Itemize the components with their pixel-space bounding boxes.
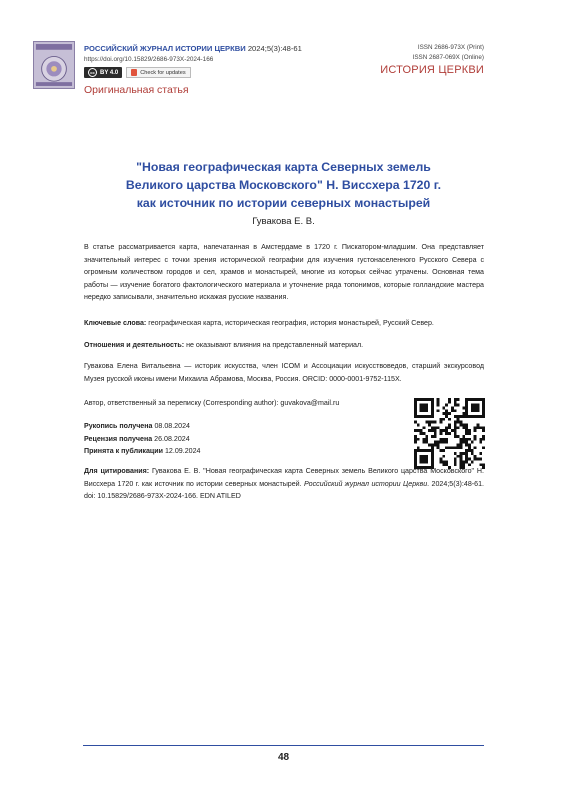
citation-text-2: . 2024;5(3):48-61. doi: 10.15829/2686-973X-2024-166. EDN ATILED: [84, 479, 484, 501]
article-type: Оригинальная статья: [84, 84, 189, 96]
check-updates-label: Check for updates: [140, 69, 186, 76]
received-date: [84, 420, 384, 433]
author-name: Гувакова Е. В.: [252, 216, 315, 227]
keywords-label: Ключевые слова:: [84, 319, 147, 327]
title-line-3: как источник по истории северных монастырей: [136, 196, 431, 210]
abstract: В статье рассматривается карта, напечатанная в Амстердаме в 1720 г. Пискатором-младшим. Она представляет значительный интерес с точки зрения исторической географии для изучения густонаселенного Русского Севера с огромным количеством городов и сел, храмов и монастырей, многие из которых сейчас утрачены. Основная тема работы — изучение богатого фактологического материала и уточнение ряда топонимов, которые голландские мастера нередко записывали, значительно искажая русские названия.: [84, 243, 484, 302]
journal-name: РОССИЙСКИЙ ЖУРНАЛ ИСТОРИИ ЦЕРКВИ: [84, 44, 246, 53]
received-value: 08.08.2024: [152, 422, 190, 430]
relations-text: не оказывают влияния на представленный материал.: [184, 341, 364, 349]
reviewed-label: Рецензия получена: [84, 434, 153, 443]
corresponding-author: Автор, ответственный за переписку (Corresponding author): guvakova@mail.ru: [84, 399, 340, 407]
badges: [84, 67, 191, 78]
title-line-2: Великого царства Московского" Н. Виссхера 1720 г.: [125, 178, 442, 192]
doi-link[interactable]: https://doi.org/10.15829/2686-973X-2024-166: [84, 56, 214, 63]
keywords: [84, 317, 484, 330]
journal-title: [84, 44, 302, 54]
citation-journal: Российский журнал истории Церкви: [304, 479, 428, 488]
citation-text-1: Гувакова Е. В. "Новая географическая карта Северных земель Великого царства Московского" Н. Виссхера 1720 г. как источник по истории северных монастырей.: [84, 467, 484, 488]
title-line-1: "Новая географическая карта Северных земель: [136, 160, 431, 174]
journal-logo: [33, 41, 75, 89]
reviewed-value: 26.08.2024: [152, 434, 190, 443]
accepted-date: [84, 445, 384, 458]
check-for-updates-badge[interactable]: [126, 67, 190, 78]
journal-cover-image: [34, 42, 74, 88]
cc-icon: cc: [88, 68, 97, 77]
cc-license-badge[interactable]: [84, 67, 122, 78]
issn-online: ISSN 2687-069X (Online): [412, 54, 484, 61]
qr-code[interactable]: [414, 398, 485, 469]
crossmark-icon: [131, 69, 137, 76]
citation-label: Для цитирования:: [84, 467, 150, 475]
journal-cite: 2024;5(3):48-61: [245, 44, 302, 53]
accepted-label: Принята к публикации: [84, 447, 164, 456]
footer-divider: [83, 745, 484, 746]
received-label: Рукопись получена: [84, 422, 153, 430]
citation: [84, 465, 484, 503]
cc-license-label: BY 4.0: [100, 69, 119, 76]
relations-statement: [84, 339, 484, 352]
issn-print: ISSN 2686-973X (Print): [417, 44, 484, 51]
author-bio: Гувакова Елена Витальевна — историк искусства, член ICOM и Ассоциации искусствоведов, старший экскурсовод Музея русской иконы имени Михаила Абрамова, Москва, Россия. ORCID: 0000-0001-9752-115X.: [84, 362, 484, 383]
article-title: [60, 158, 507, 212]
relations-label: Отношения и деятельность:: [84, 341, 185, 349]
page-number: 48: [277, 752, 290, 763]
qr-code-image: [414, 398, 485, 469]
article-dates: [84, 420, 384, 458]
accepted-value: 12.09.2024: [163, 447, 201, 456]
journal-brand: ИСТОРИЯ ЦЕРКВИ: [380, 64, 484, 76]
keywords-text: географическая карта, историческая география, история монастырей, Русский Север.: [146, 319, 434, 327]
reviewed-date: [84, 433, 384, 446]
